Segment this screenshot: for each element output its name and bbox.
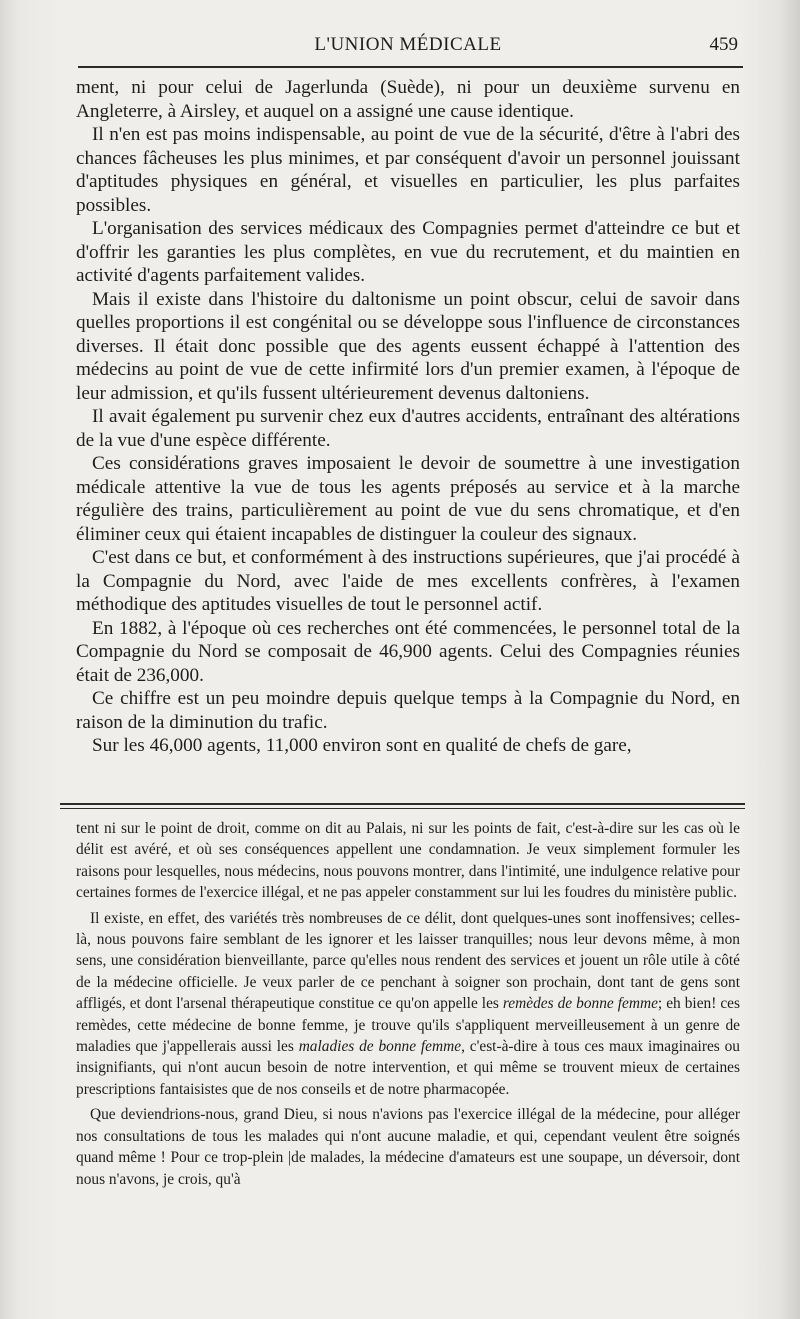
paragraph: L'organisation des services médicaux des Compagnies permet d'atteindre ce but et d'offrir les garanties les plus complètes, en vue du recrutement, et du maintien en activité d'agents parfaitement valides. xyxy=(76,218,740,286)
header-rule xyxy=(78,66,743,68)
paragraph: ment, ni pour celui de Jagerlunda (Suède), ni pour un deuxième survenu en Angleterre, à Airsley, et auquel on a assigné une cause identique. xyxy=(76,77,740,122)
running-title: L'UNION MÉDICALE xyxy=(314,34,502,55)
page-header xyxy=(78,30,738,60)
footnote-text-run: , c'est-à-dire à tous ces maux imaginaires ou insignifiants, qui n'ont aucun besoin de notre intervention, et qui même se trouvent mieux de certaines prescriptions fantaisistes que de nos conseils et de notre pharmacopée. xyxy=(76,1038,740,1098)
paragraph: Il avait également pu survenir chez eux d'autres accidents, entraînant des altérations de la vue d'une espèce différente. xyxy=(76,406,740,451)
paragraph: En 1882, à l'époque où ces recherches ont été commencées, le personnel total de la Compagnie du Nord se composait de 46,900 agents. Celui des Compagnies réunies était de 236,000. xyxy=(76,617,740,686)
page-number: 459 xyxy=(709,34,738,55)
main-text xyxy=(76,76,740,758)
paragraph: Sur les 46,000 agents, 11,000 environ sont en qualité de chefs de gare, xyxy=(92,735,632,756)
italic-phrase: remèdes de bonne femme xyxy=(502,995,658,1013)
footnote-text-run: Il existe, en effet, des variétés très nombreuses de ce délit, dont quelques-unes sont inoffensives; celles-là, nous pouvons faire semblant de les ignorer et les laisser tranquilles; nous leur devons même, à mon sens, une considération bienveillante, parce qu'elles nous rendent des services et jouent un rôle utile à côté de la médecine officielle. Je veux parler de ce penchant à soigner son prochain, dont tant de gens sont affligés, et dont l'arsenal thérapeutique constitue ce qu'on appelle les xyxy=(76,909,740,1013)
paragraph: Il n'en est pas moins indispensable, au point de vue de la sécurité, d'être à l'abri des chances fâcheuses les plus minimes, et par conséquent d'avoir un personnel jouissant d'aptitudes physiques en général, et visuelles en particulier, les plus parfaites possibles. xyxy=(76,124,740,216)
paragraph: C'est dans ce but, et conformément à des instructions supérieures, que j'ai procédé à la Compagnie du Nord, avec l'aide de mes excellents confrères, à l'examen méthodique des aptitudes visuelles de tout le personnel actif. xyxy=(76,547,740,615)
footnote-text-run: ; eh bien! ces remèdes, cette médecine de bonne femme, je trouve qu'ils s'appliquent merveilleusement à un genre de maladies que j'appellerais aussi les xyxy=(76,995,740,1056)
footnote-separator xyxy=(60,803,745,809)
paragraph: Ce chiffre est un peu moindre depuis quelque temps à la Compagnie du Nord, en raison de la diminution du trafic. xyxy=(76,688,740,733)
footnote xyxy=(76,818,740,1194)
footnote-paragraph xyxy=(76,908,740,1101)
footnote-paragraph: tent ni sur le point de droit, comme on dit au Palais, ni sur les points de fait, c'est-à-dire sur les cas où le délit est avéré, et où ses conséquences appellent une condamnation. Je veux simplement formuler les raisons pour lesquelles, nous médecins, nous pouvons montrer, dans l'intimité, une indulgence relative pour certaines formes de l'exercice illégal, et ne pas appeler constamment sur lui les foudres du ministère public. xyxy=(76,820,740,902)
footnote-paragraph: Que deviendrions-nous, grand Dieu, si nous n'avions pas l'exercice illégal de la médecine, pour alléger nos consultations de tous les malades qui n'ont aucune maladie, et qui, cependant veulent être soignés quand même ! Pour ce trop-plein |de malades, la médecine d'amateurs est une soupape, un déversoir, dont nous n'avons, je crois, qu'à xyxy=(76,1106,740,1188)
italic-phrase: maladies de bonne femme xyxy=(298,1038,462,1056)
paragraph: Ces considérations graves imposaient le devoir de soumettre à une investigation médicale attentive la vue de tous les agents préposés au service et à la marche régulière des trains, particulièrement au point de vue du sens chromatique, et d'en éliminer ceux qui étaient incapables de distinguer la couleur des signaux. xyxy=(76,453,740,545)
paragraph: Mais il existe dans l'histoire du daltonisme un point obscur, celui de savoir dans quelles proportions il est congénital ou se développe sous l'influence de circonstances diverses. Il était donc possible que des agents eussent échappé à l'attention des médecins au point de vue de cette infirmité lors d'un premier examen, à l'époque de leur admission, et qu'ils fussent ultérieurement devenus daltoniens. xyxy=(76,288,740,404)
